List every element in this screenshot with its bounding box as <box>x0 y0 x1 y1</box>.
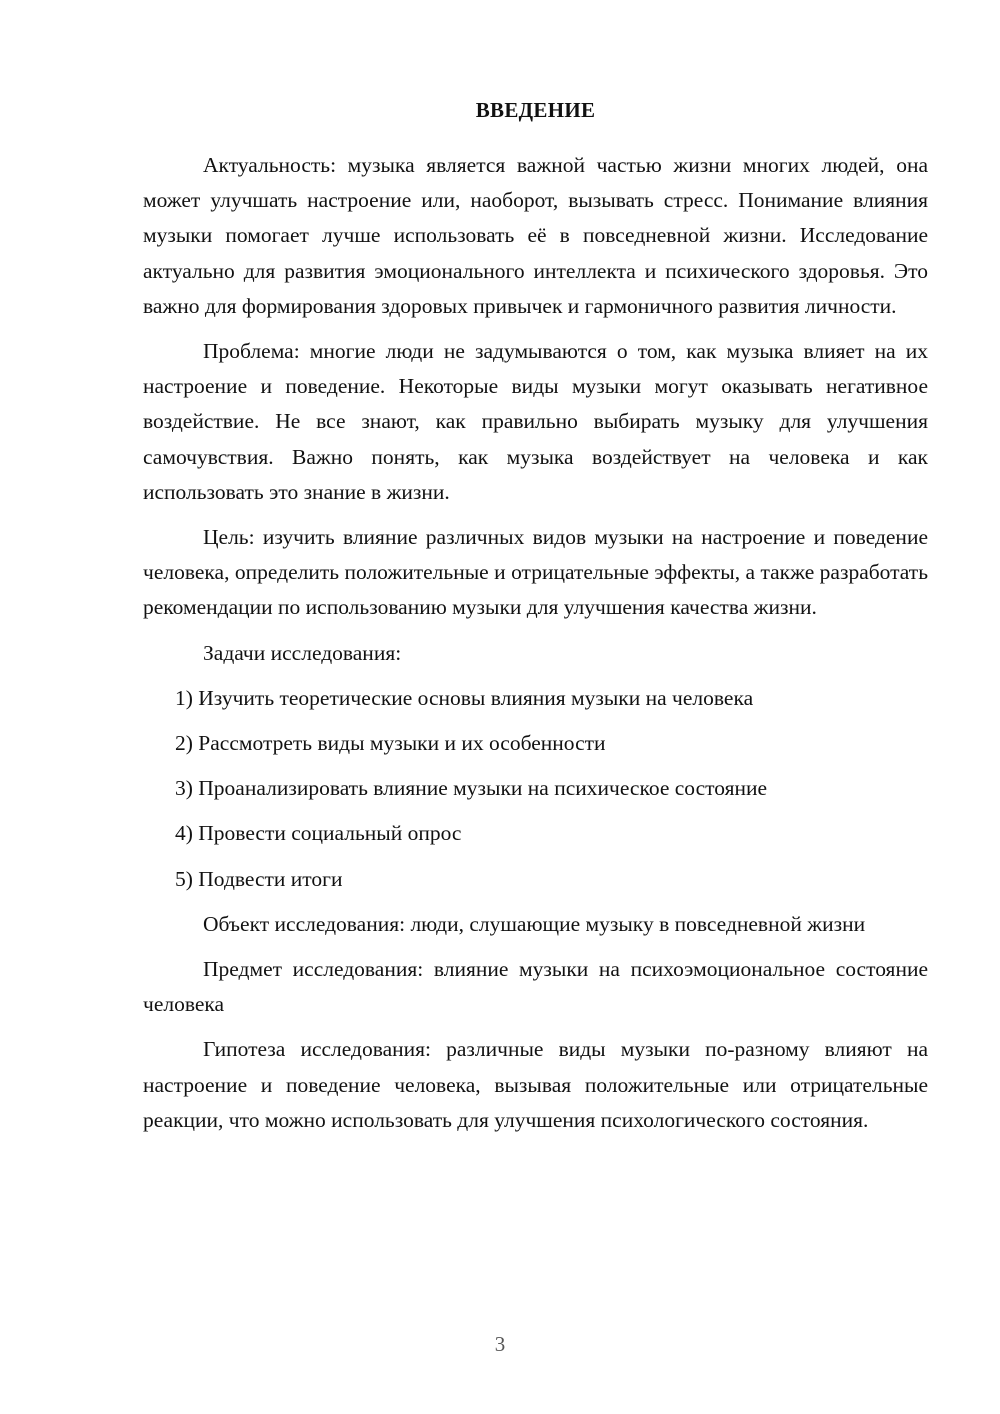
tasks-label: Задачи исследования: <box>203 640 402 665</box>
hypothesis-paragraph: Гипотеза исследования: различные виды музыки по-разному влияют на настроение и поведение человека, вызывая положительные или отрицательные реакции, что можно использовать для улучшения психологического состояния. <box>143 1037 928 1132</box>
relevance-paragraph: Актуальность: музыка является важной частью жизни многих людей, она может улучшать настроение или, наоборот, вызывать стресс. Понимание влияния музыки помогает лучше использовать её в повседневной жизни. Исследование актуально для развития эмоционального интеллекта и психического здоровья. Это важно для формирования здоровых привычек и гармоничного развития личности. <box>143 153 928 318</box>
task-list <box>143 681 928 897</box>
list-item: 3) Проанализировать влияние музыки на психическое состояние <box>175 776 768 801</box>
list-item: 5) Подвести итоги <box>175 866 343 891</box>
section-heading: ВВЕДЕНИЕ <box>475 98 596 122</box>
page-number: 3 <box>494 1332 506 1356</box>
document-page <box>143 94 928 1148</box>
list-item: 1) Изучить теоретические основы влияния музыки на человека <box>175 685 754 710</box>
goal-paragraph: Цель: изучить влияние различных видов музыки на настроение и поведение человека, определить положительные и отрицательные эффекты, а также разработать рекомендации по использованию музыки для улучшения качества жизни. <box>143 525 928 620</box>
subject-paragraph: Предмет исследования: влияние музыки на психоэмоциональное состояние человека <box>143 957 928 1017</box>
list-item: 2) Рассмотреть виды музыки и их особенности <box>175 731 606 756</box>
list-item: 4) Провести социальный опрос <box>175 821 462 846</box>
problem-paragraph: Проблема: многие люди не задумываются о том, как музыка влияет на их настроение и поведение. Некоторые виды музыки могут оказывать негативное воздействие. Не все знают, как правильно выбирать музыку для улучшения самочувствия. Важно понять, как музыка воздействует на человека и как использовать это знание в жизни. <box>143 339 928 504</box>
object-paragraph: Объект исследования: люди, слушающие музыку в повседневной жизни <box>203 911 866 936</box>
